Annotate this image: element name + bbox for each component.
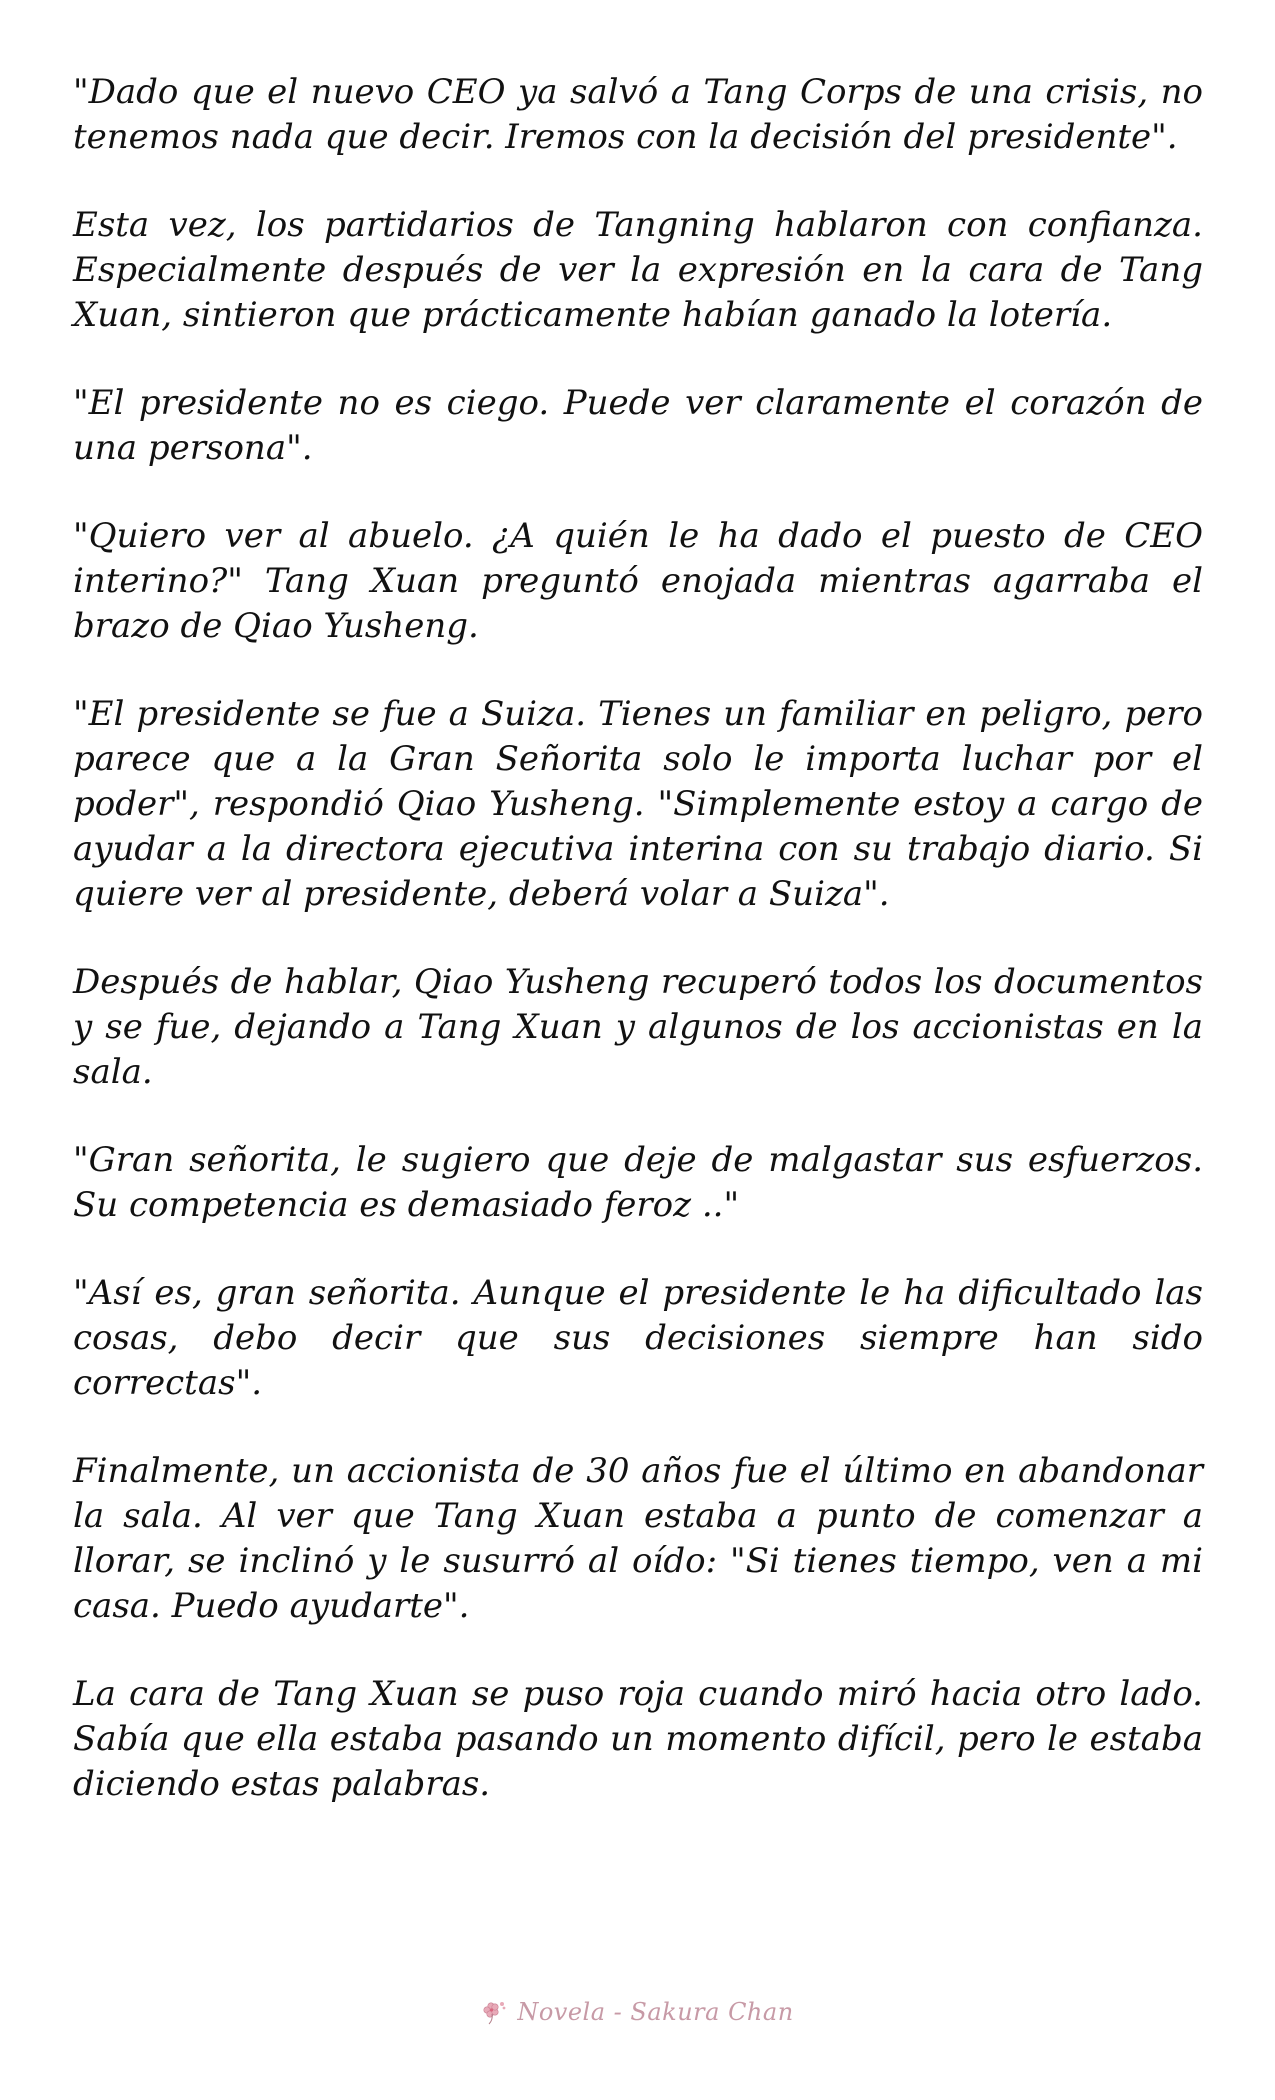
paragraph: "Quiero ver al abuelo. ¿A quién le ha dado el puesto de CEO interino?" Tang Xuan preguntó enojada mientras agarraba el brazo de Qiao Yusheng. bbox=[73, 516, 1203, 646]
text-body bbox=[73, 70, 1203, 1850]
paragraph: "El presidente no es ciego. Puede ver claramente el corazón de una persona". bbox=[73, 383, 1203, 468]
watermark-text: Novela - Sakura Chan bbox=[517, 1998, 794, 2026]
paragraph: Finalmente, un accionista de 30 años fue el último en abandonar la sala. Al ver que Tang Xuan estaba a punto de comenzar a llorar, se inclinó y le susurró al oído: "Si tienes tiempo, ven a mi casa. Puedo ayudarte". bbox=[73, 1451, 1203, 1626]
watermark bbox=[0, 1998, 1275, 2038]
paragraph: "Así es, gran señorita. Aunque el presidente le ha dificultado las cosas, debo decir que sus decisiones siempre han sido correctas". bbox=[73, 1273, 1203, 1403]
paragraph: La cara de Tang Xuan se puso roja cuando miró hacia otro lado. Sabía que ella estaba pasando un momento difícil, pero le estaba diciendo estas palabras. bbox=[73, 1674, 1203, 1804]
paragraph: "Dado que el nuevo CEO ya salvó a Tang Corps de una crisis, no tenemos nada que decir. Iremos con la decisión del presidente". bbox=[73, 72, 1203, 157]
paragraph: "Gran señorita, le sugiero que deje de malgastar sus esfuerzos. Su competencia es demasiado feroz .." bbox=[73, 1140, 1203, 1225]
paragraph: "El presidente se fue a Suiza. Tienes un familiar en peligro, pero parece que a la Gran Señorita solo le importa luchar por el poder", respondió Qiao Yusheng. "Simplemente estoy a cargo de ayudar a la directora ejecutiva interina con su trabajo diario. Si quiere ver al presidente, deberá volar a Suiza". bbox=[73, 694, 1203, 914]
paragraph: Después de hablar, Qiao Yusheng recuperó todos los documentos y se fue, dejando a Tang Xuan y algunos de los accionistas en la sala. bbox=[73, 962, 1203, 1092]
paragraph: Esta vez, los partidarios de Tangning hablaron con confianza. Especialmente después de ver la expresión en la cara de Tang Xuan, sintieron que prácticamente habían ganado la lotería. bbox=[73, 205, 1203, 335]
sakura-flower-icon bbox=[481, 1998, 509, 2026]
